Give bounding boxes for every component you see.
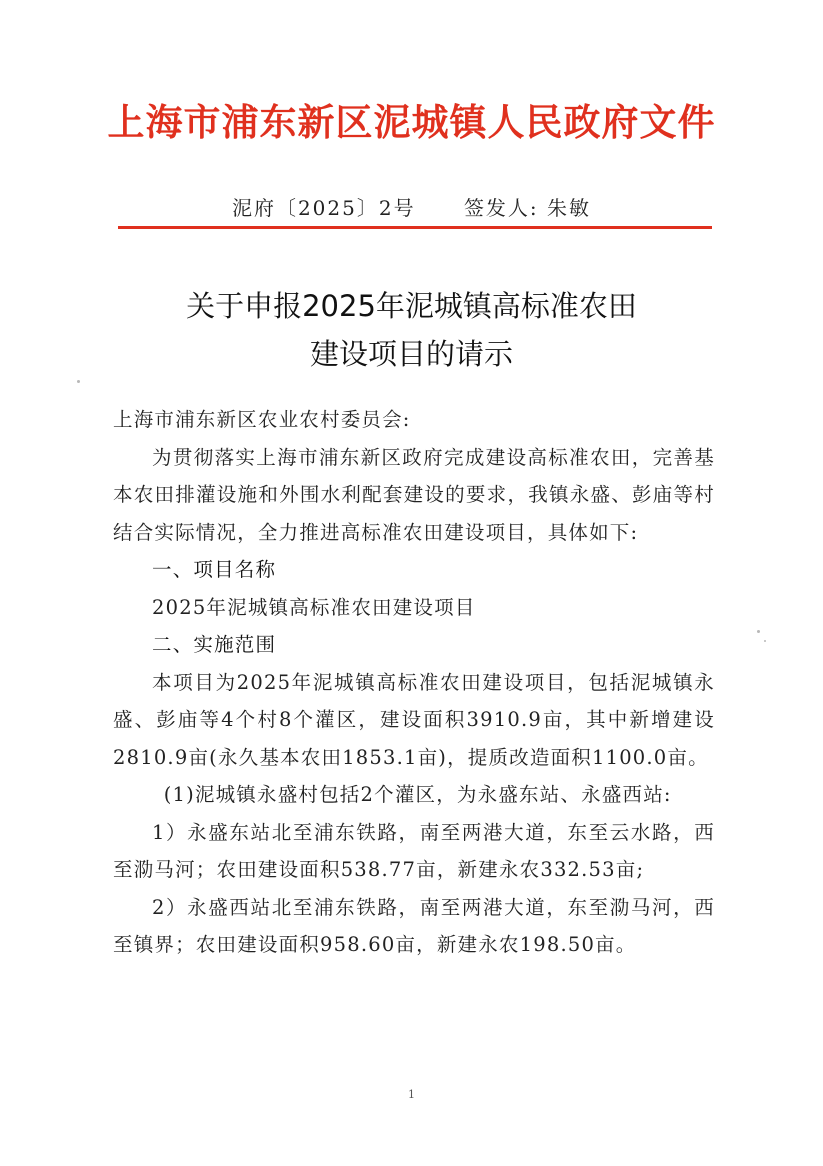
section-heading-1: 一、项目名称 (152, 558, 277, 581)
document-title (0, 282, 823, 378)
scope-paragraph: 本项目为2025年泥城镇高标准农田建设项目，包括泥城镇永盛、彭庙等4个村8个灌区，建设面积3910.9亩，其中新增建设2810.9亩(永久基本农田1853.1亩)，提质改造面积1100.0亩。 (113, 670, 715, 769)
intro-paragraph: 为贯彻落实上海市浦东新区政府完成建设高标准农田，完善基本农田排灌设施和外围水利配套建设的要求，我镇永盛、彭庙等村结合实际情况，全力推进高标准农田建设项目，具体如下: (113, 445, 715, 544)
scan-speck (764, 640, 766, 642)
list-item: 1）永盛东站北至浦东铁路，南至两港大道，东至云水路，西至泐马河；农田建设面积538.77亩，新建永农332.53亩; (113, 820, 715, 881)
document-body (113, 401, 715, 964)
document-number: 泥府〔2025〕2号 (231, 196, 416, 220)
page-number: 1 (408, 1088, 415, 1101)
signer-name: 朱敏 (547, 196, 592, 220)
scan-speck (77, 380, 80, 383)
addressee: 上海市浦东新区农业农村委员会: (113, 408, 411, 431)
document-title-line-2: 建设项目的请示 (309, 337, 513, 371)
section-heading-2: 二、实施范围 (152, 633, 277, 656)
list-item: 2）永盛西站北至浦东铁路，南至两港大道，东至泐马河，西至镇界；农田建设面积958.60亩，新建永农198.50亩。 (113, 895, 715, 956)
list-item: (1)泥城镇永盛村包括2个灌区，为永盛东站、永盛西站: (163, 783, 672, 806)
red-divider-rule (118, 226, 712, 229)
signer-label: 签发人: (463, 196, 539, 220)
document-title-line-1: 关于申报2025年泥城镇高标准农田 (186, 289, 637, 323)
document-meta (0, 192, 823, 221)
project-name: 2025年泥城镇高标准农田建设项目 (152, 595, 476, 619)
issuing-authority-header: 上海市浦东新区泥城镇人民政府文件 (107, 100, 716, 144)
scan-speck (757, 630, 760, 633)
